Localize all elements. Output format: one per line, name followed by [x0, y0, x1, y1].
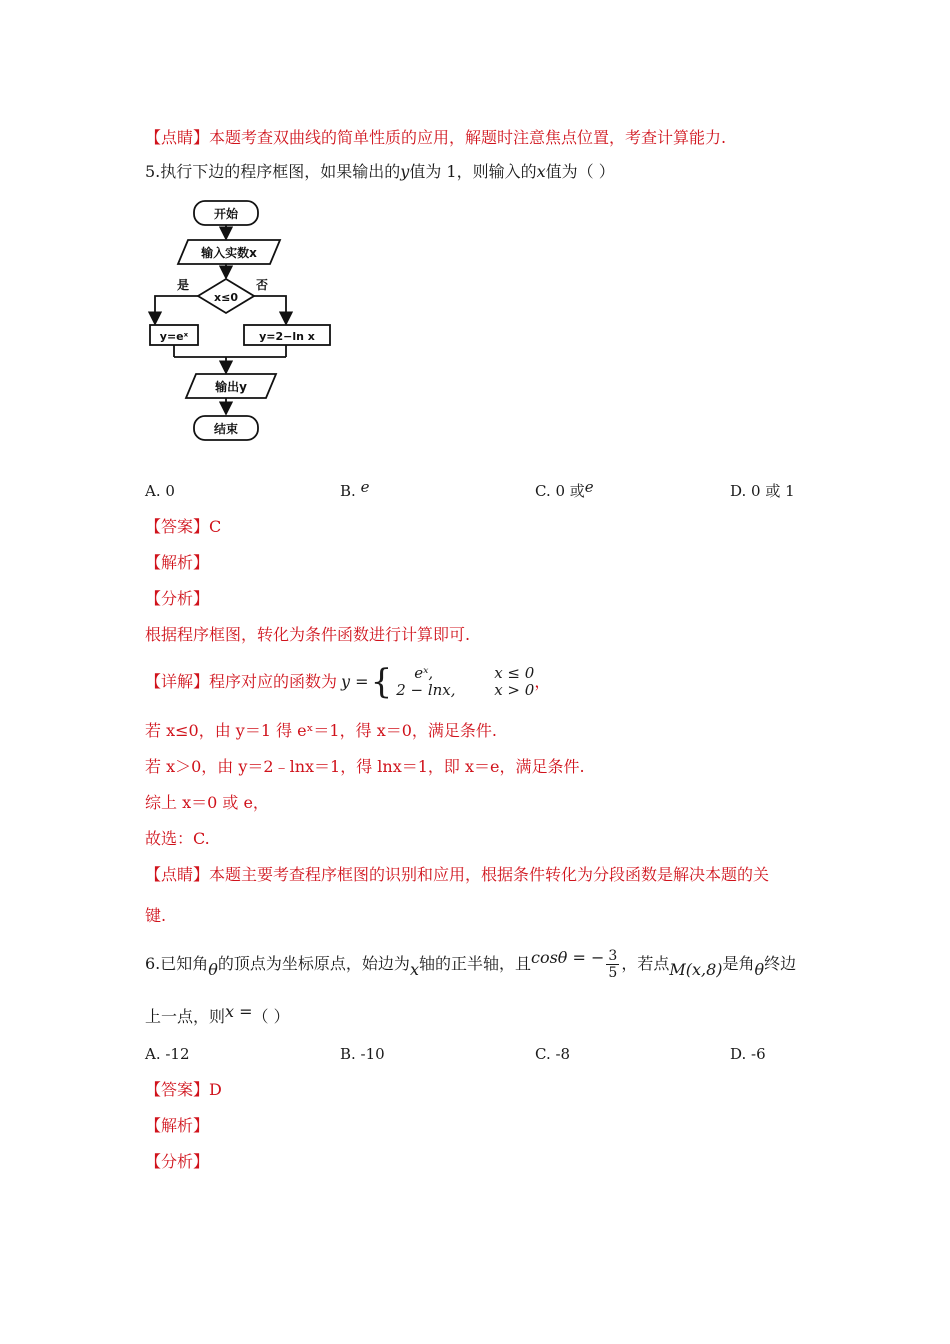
q6-var-x: x: [409, 960, 419, 979]
input-label: 输入实数x: [201, 246, 257, 260]
q6-stem-line-1: [145, 944, 796, 984]
q5-option-c[interactable]: [535, 480, 594, 502]
q6-option-c[interactable]: [535, 1043, 570, 1065]
q5-stem-part: 值为 1，则输入的: [409, 162, 537, 181]
q6-stem-part: 6.已知角: [145, 954, 209, 973]
detail-text: 程序对应的函数为: [209, 672, 338, 691]
q5-detail: [145, 660, 550, 704]
yes-label: 是: [176, 278, 190, 292]
piecewise-tail: ，: [534, 672, 551, 691]
end-label: 结束: [213, 422, 239, 436]
q6-stem-part: ，若点: [621, 954, 670, 973]
q6-frac-num: 3: [608, 947, 618, 964]
output-label: 输出y: [215, 380, 247, 394]
q5-var-y: y: [400, 162, 410, 181]
q6-option-d-text: D. -6: [730, 1045, 766, 1063]
answer-value: D: [209, 1080, 222, 1099]
start-label: 开始: [213, 207, 239, 221]
q6-stem-line-2: [145, 1002, 290, 1028]
q5-stem-part: 5.执行下边的程序框图，如果输出的: [145, 162, 401, 181]
q6-option-a-text: A. -12: [145, 1045, 190, 1063]
q5-step-1: 若 x≤0，由 y＝1 得 eˣ＝1，得 x＝0，满足条件.: [145, 721, 497, 740]
program-flowchart: [140, 195, 340, 450]
q5-option-b[interactable]: [340, 480, 369, 502]
q6-option-d[interactable]: [730, 1043, 766, 1065]
q6-fenxi-tag: 【分析】: [145, 1152, 210, 1171]
q5-option-c-label: C. 0 或: [535, 482, 585, 500]
q5-option-a[interactable]: [145, 480, 175, 502]
q5-option-a-text: A. 0: [145, 482, 175, 500]
q5-option-c-math: e: [584, 478, 594, 496]
piecewise-case-2: [396, 682, 534, 699]
q6-theta: θ: [208, 960, 218, 979]
q6-fraction: [606, 948, 619, 981]
q6-cos-expr: cosθ = −: [530, 948, 605, 967]
q6-stem-part: 是角: [722, 954, 755, 973]
q6-option-a[interactable]: [145, 1043, 190, 1065]
q4-note-tag: 【点睛】: [145, 128, 210, 147]
q5-var-x: x: [536, 162, 546, 181]
q5-note-line-1: [145, 864, 769, 886]
q5-stem-part: 值为（ ）: [545, 162, 615, 181]
q5-option-b-label: B.: [340, 482, 361, 500]
no-label: 否: [255, 278, 269, 292]
q5-answer: [145, 516, 221, 538]
q5-option-d[interactable]: [730, 480, 795, 502]
q6-option-b[interactable]: [340, 1043, 385, 1065]
case1-cond: x ≤ 0: [494, 664, 535, 682]
q5-analysis-tag: 【解析】: [145, 553, 210, 572]
no-process-label: y=2−ln x: [259, 330, 315, 343]
q5-step-3: 综上 x＝0 或 e，: [145, 793, 269, 812]
q6-option-b-text: B. -10: [340, 1045, 385, 1063]
q6-analysis-tag: 【解析】: [145, 1116, 210, 1135]
q6-stem-part: 轴的正半轴，且: [418, 954, 531, 973]
q5-option-d-text: D. 0 或 1: [730, 482, 795, 500]
case1-expr: eˣ,: [414, 664, 434, 682]
q5-step-2: 若 x＞0，由 y＝2﹣lnx＝1，得 lnx＝1，即 x＝e，满足条件.: [145, 757, 585, 776]
q6-frac-den: 5: [608, 964, 618, 981]
q6-stem-part: 的顶点为坐标原点，始边为: [217, 954, 410, 973]
answer-value: C: [209, 517, 222, 536]
answer-tag: 【答案】: [145, 517, 210, 536]
condition-label: x≤0: [214, 291, 238, 304]
q4-note: [145, 127, 726, 149]
piecewise-lhs: y =: [341, 672, 369, 691]
note-tag: 【点睛】: [145, 865, 210, 884]
q5-fenxi-tag: 【分析】: [145, 589, 210, 608]
q6-stem-part: 终边: [764, 954, 797, 973]
q6-answer: [145, 1079, 222, 1101]
piecewise-brace: {: [370, 662, 393, 702]
case2-expr: 2 − lnx,: [396, 681, 456, 699]
detail-tag: 【详解】: [145, 672, 210, 691]
q5-fenxi-text: 根据程序框图，转化为条件函数进行计算即可.: [145, 625, 471, 644]
q6-point: M(x,8): [669, 960, 723, 979]
q4-note-text: 本题考查双曲线的简单性质的应用，解题时注意焦点位置，考查计算能力.: [209, 128, 727, 147]
q6-theta: θ: [754, 960, 765, 979]
q5-stem: [145, 161, 615, 183]
yes-process-label: y=eˣ: [159, 330, 189, 343]
piecewise-cases: [396, 665, 534, 699]
yes-arrow: [155, 296, 198, 324]
no-arrow: [254, 296, 286, 324]
answer-tag: 【答案】: [145, 1080, 210, 1099]
case2-cond: x > 0: [494, 681, 535, 699]
q6-x-eq: x =: [225, 1002, 253, 1021]
note-text: 本题主要考查程序框图的识别和应用，根据条件转化为分段函数是解决本题的关: [209, 865, 770, 884]
piecewise-case-1: [396, 665, 534, 682]
q6-option-c-text: C. -8: [535, 1045, 571, 1063]
q5-option-b-math: e: [360, 478, 370, 496]
q6-stem-part: （ ）: [252, 1007, 290, 1026]
q5-note-line-2: 键.: [145, 906, 167, 925]
q5-choose: 故选：C.: [145, 829, 210, 848]
q6-stem-part: 上一点，则: [145, 1007, 226, 1026]
